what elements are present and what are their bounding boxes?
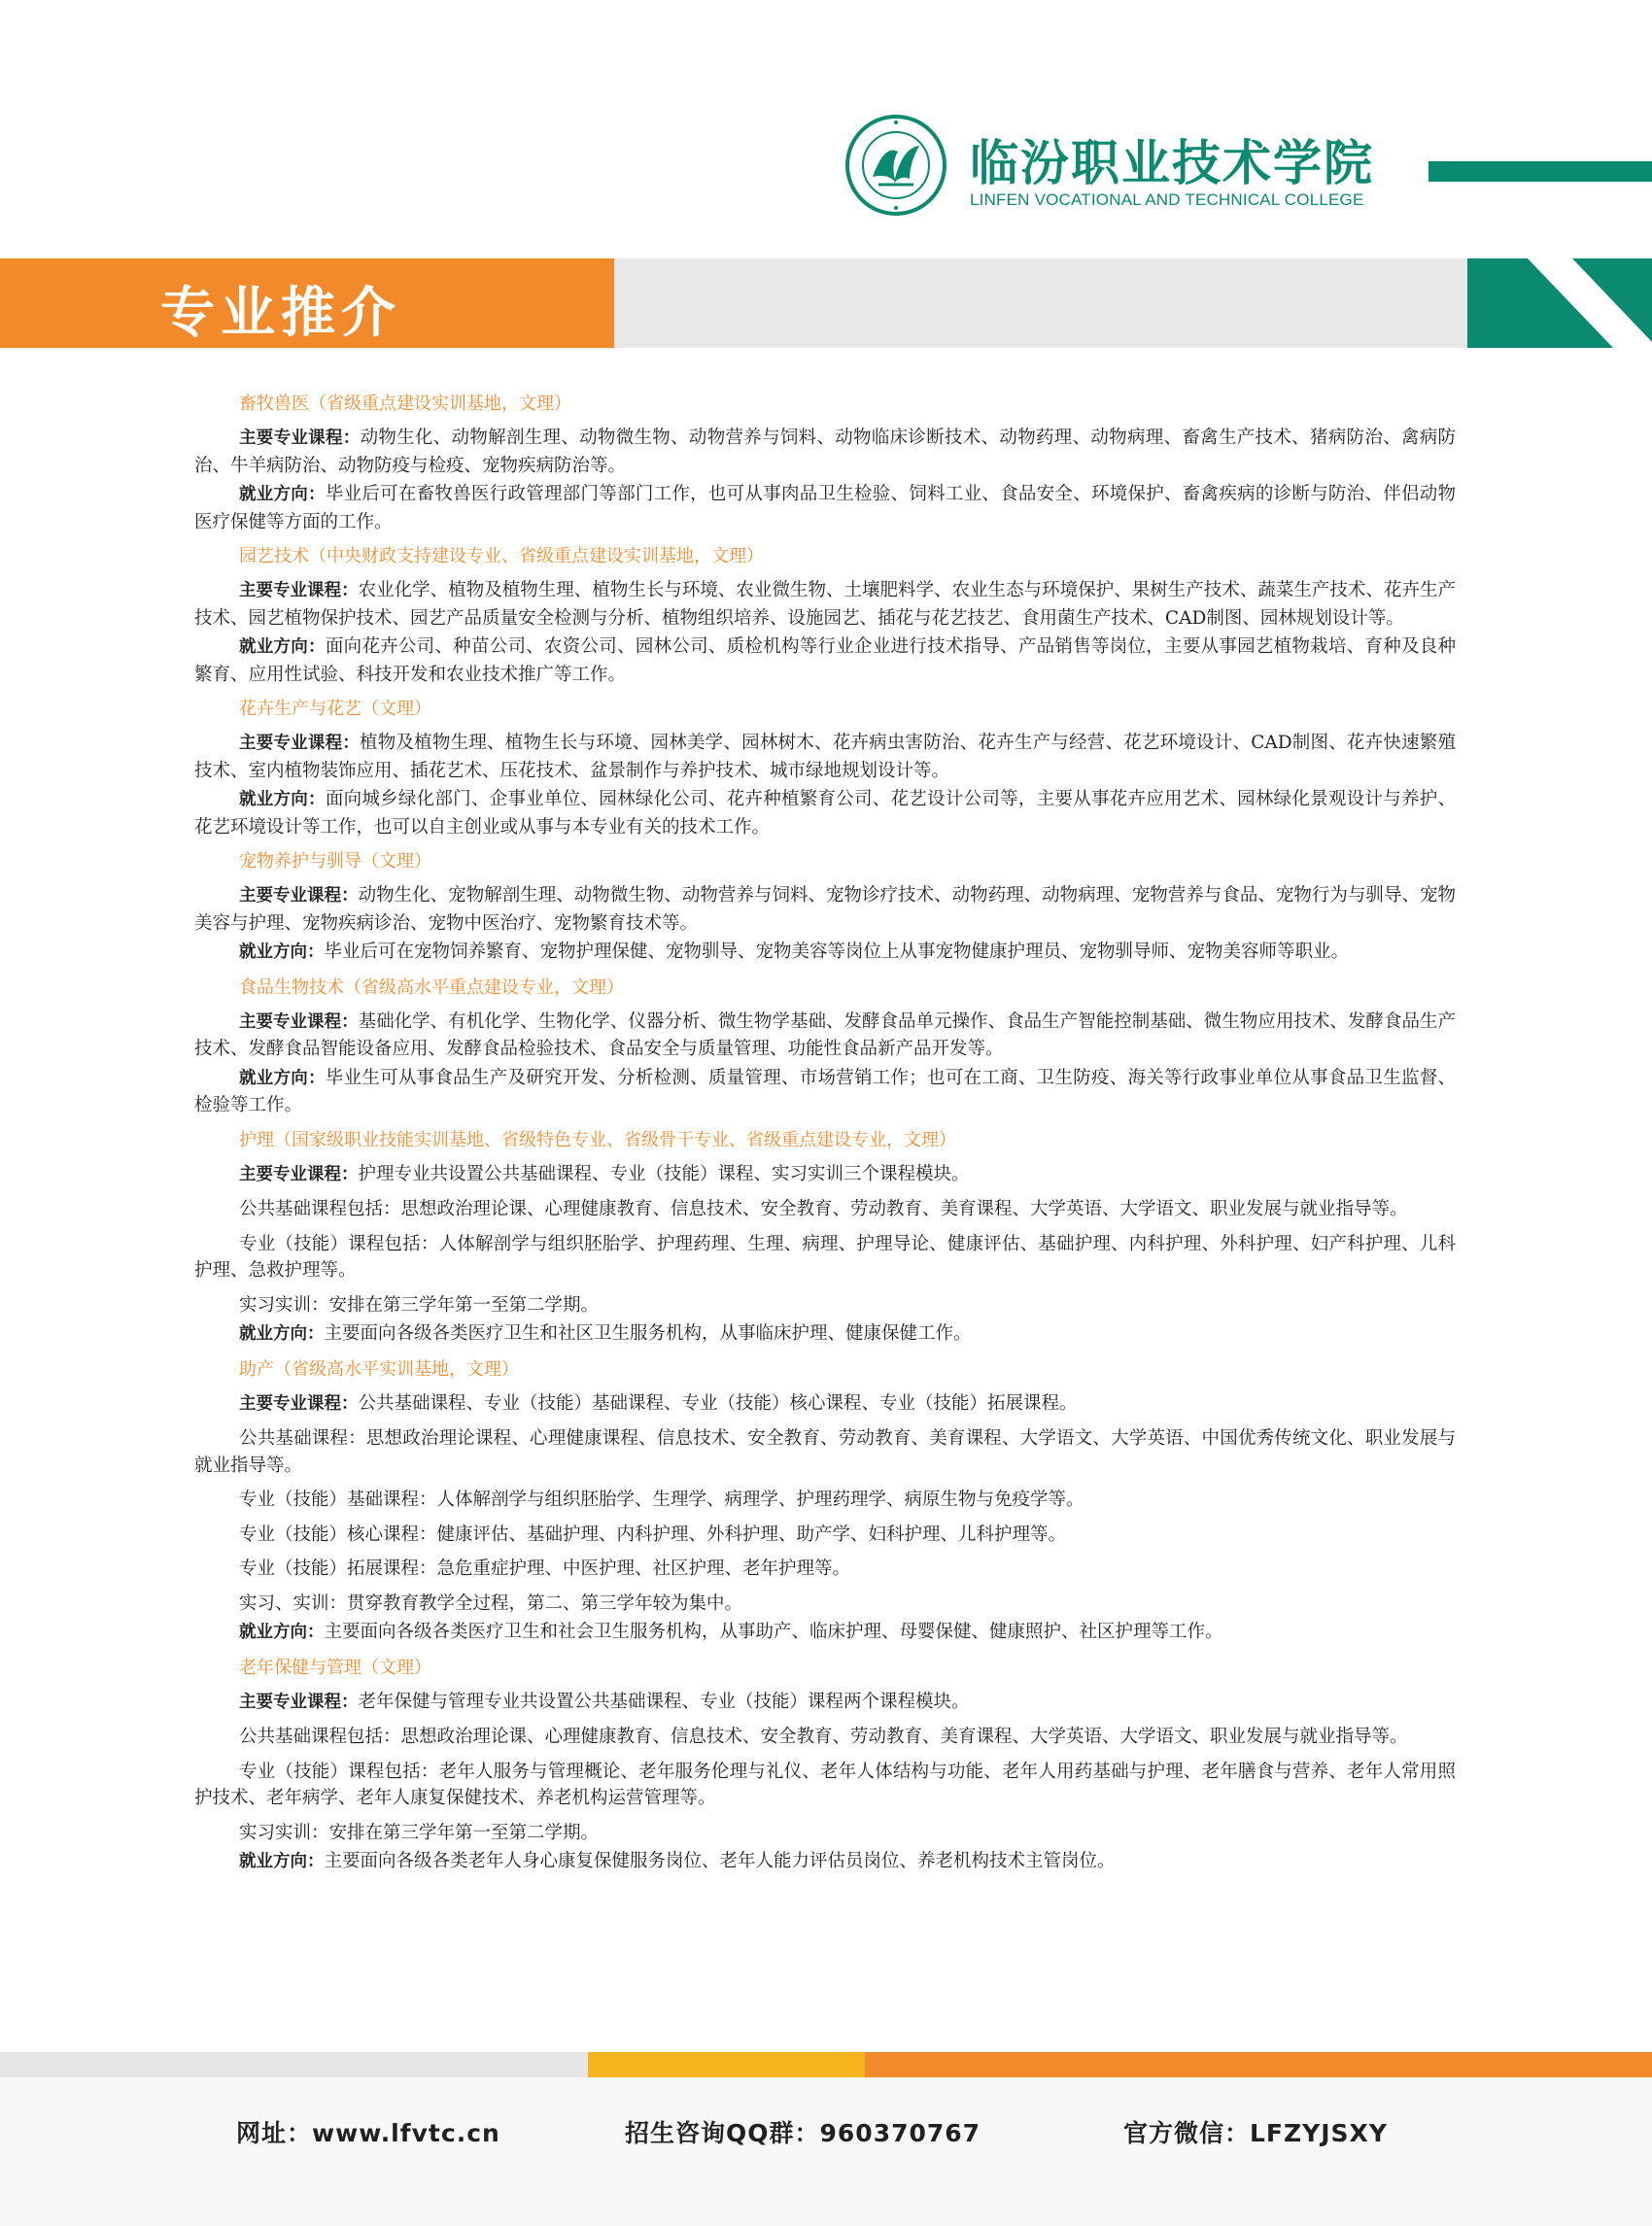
major-paragraph: [194, 1689, 1456, 1717]
paragraph-label: 主要专业课程：: [239, 1011, 359, 1032]
paragraph-label: 主要专业课程：: [239, 1393, 359, 1414]
paragraph-text: 专业（技能）基础课程：人体解剖学与组织胚胎学、生理学、病理学、护理药理学、病原生物与免疫学等。: [239, 1490, 1084, 1510]
paragraph-text: 动物生化、动物解剖生理、动物微生物、动物营养与饲料、动物临床诊断技术、动物药理、动物病理、畜禽生产技术、猪病防治、禽病防治、牛羊病防治、动物防疫与检疫、宠物疾病防治等。: [194, 428, 1457, 476]
major-paragraph: [194, 1759, 1456, 1812]
major-paragraph: [194, 1591, 1456, 1618]
major-paragraph: [194, 634, 1456, 688]
paragraph-text: 植物及植物生理、植物生长与环境、园林美学、园林树木、花卉病虫害防治、花卉生产与经营、花艺环境设计、CAD制图、花卉快速繁殖技术、室内植物装饰应用、插花艺术、压花技术、盆景制作与养护技术、城市绿地规划设计等。: [194, 733, 1457, 781]
college-name-en: LINFEN VOCATIONAL AND TECHNICAL COLLEGE: [970, 190, 1364, 209]
major-title: 助产（省级高水平实训基地，文理）: [239, 1358, 519, 1380]
major-section: [194, 976, 1456, 1119]
major-title: 护理（国家级职业技能实训基地、省级特色专业、省级骨干专业、省级重点建设专业，文理）: [239, 1129, 956, 1150]
major-paragraph: [194, 1065, 1456, 1119]
paragraph-label: 就业方向：: [239, 637, 326, 657]
paragraph-label: 就业方向：: [239, 485, 326, 504]
major-title: 花卉生产与花艺（文理）: [239, 699, 431, 719]
paragraph-text: 毕业后可在畜牧兽医行政管理部门等部门工作，也可从事肉品卫生检验、饲料工业、食品安全、环境保护、畜禽疾病的诊断与防治、伴侣动物医疗保健等方面的工作。: [194, 484, 1456, 532]
paragraph-text: 专业（技能）课程包括：老年人服务与管理概论、老年服务伦理与礼仪、老年人体结构与功能、老年人用药基础与护理、老年膳食与营养、老年人常用照护技术、老年病学、老年人康复保健技术、养老机构运营管理等。: [194, 1761, 1456, 1808]
paragraph-label: 主要专业课程：: [239, 1692, 359, 1712]
page-title: 专业推介: [160, 282, 401, 345]
paragraph-text: 主要面向各级各类老年人身心康复保健服务岗位、老年人能力评估员岗位、养老机构技术主管岗位。: [324, 1851, 1116, 1871]
paragraph-label: 主要专业课程：: [239, 1164, 359, 1184]
paragraph-text: 主要面向各级各类医疗卫生和社会卫生服务机构，从事助产、临床护理、母婴保健、健康照护、社区护理等工作。: [324, 1622, 1223, 1642]
major-paragraph: [194, 481, 1456, 535]
paragraph-label: 就业方向：: [239, 790, 326, 809]
major-paragraph: [194, 1556, 1456, 1583]
paragraph-label: 主要专业课程：: [239, 428, 361, 448]
footer-stripe: [0, 2052, 1652, 2077]
major-title: 宠物养护与驯导（文理）: [239, 851, 431, 872]
paragraph-text: 公共基础课程、专业（技能）基础课程、专业（技能）核心课程、专业（技能）拓展课程。: [358, 1392, 1078, 1414]
major-title: 食品生物技术（省级高水平重点建设专业，文理）: [239, 976, 624, 998]
major-paragraph: [194, 1196, 1456, 1223]
paragraph-text: 专业（技能）核心课程：健康评估、基础护理、内科护理、外科护理、助产学、妇科护理、儿科护理等。: [239, 1524, 1067, 1545]
major-paragraph: [194, 882, 1456, 937]
paragraph-text: 动物生化、宠物解剖生理、动物微生物、动物营养与饲料、宠物诊疗技术、动物药理、动物病理、宠物营养与食品、宠物行为与驯导、宠物美容与护理、宠物疾病诊治、宠物中医治疗、宠物繁育技术等。: [194, 885, 1456, 934]
major-paragraph: [194, 730, 1456, 784]
paragraph-text: 面向花卉公司、种苗公司、农资公司、园林公司、质检机构等行业企业进行技术指导、产品销售等岗位，主要从事园艺植物栽培、育种及良种繁育、应用性试验、科技开发和农业技术推广等工作。: [194, 636, 1456, 685]
paragraph-text: 基础化学、有机化学、生物化学、仪器分析、微生物学基础、发酵食品单元操作、食品生产智能控制基础、微生物应用技术、发酵食品生产技术、发酵食品智能设备应用、发酵食品检验技术、食品安全与质量管理、功能性食品新产品开发等。: [194, 1010, 1456, 1059]
paragraph-label: 主要专业课程：: [239, 581, 359, 600]
major-paragraph: [194, 425, 1456, 479]
major-paragraph: [194, 1292, 1456, 1319]
major-paragraph: [194, 1425, 1456, 1479]
major-section: [194, 393, 1456, 535]
footer-wechat: 官方微信：LFZYJSXY: [1123, 2119, 1388, 2147]
footer-qq-group: 招生咨询QQ群：960370767: [625, 2119, 981, 2147]
paragraph-text: 专业（技能）拓展课程：急危重症护理、中医护理、社区护理、老年护理等。: [239, 1558, 851, 1579]
major-title: 园艺技术（中央财政支持建设专业、省级重点建设实训基地，文理）: [239, 546, 764, 566]
major-title: 畜牧兽医（省级重点建设实训基地，文理）: [239, 394, 571, 414]
college-logo: [845, 115, 1652, 222]
major-paragraph: [194, 1161, 1456, 1189]
major-paragraph: [194, 1619, 1456, 1647]
paragraph-text: 实习实训：安排在第三学年第一至第二学期。: [239, 1822, 600, 1843]
major-paragraph: [194, 1724, 1456, 1751]
paragraph-text: 公共基础课程包括：思想政治理论课、心理健康教育、信息技术、安全教育、劳动教育、美育课程、大学英语、大学语文、职业发展与就业指导等。: [239, 1727, 1408, 1747]
paragraph-label: 就业方向：: [239, 1068, 326, 1088]
paragraph-label: 就业方向：: [239, 1623, 325, 1642]
college-name-cn: 临汾职业技术学院: [970, 135, 1374, 191]
paragraph-text: 护理专业共设置公共基础课程、专业（技能）课程、实习实训三个课程模块。: [358, 1163, 970, 1184]
paragraph-text: 主要面向各级各类医疗卫生和社区卫生服务机构，从事临床护理、健康保健工作。: [324, 1323, 972, 1344]
major-paragraph: [194, 786, 1456, 840]
paragraph-label: 主要专业课程：: [239, 734, 361, 753]
paragraph-label: 就业方向：: [239, 1852, 325, 1871]
footer: [0, 2077, 1652, 2226]
paragraph-text: 毕业后可在宠物饲养繁育、宠物护理保健、宠物驯导、宠物美容等岗位上从事宠物健康护理员、宠物驯导师、宠物美容师等职业。: [324, 942, 1350, 962]
major-section: [194, 1358, 1456, 1647]
major-section: [194, 545, 1456, 688]
paragraph-text: 专业（技能）课程包括：人体解剖学与组织胚胎学、护理药理、生理、病理、护理导论、健康评估、基础护理、内科护理、外科护理、妇产科护理、儿科护理、急救护理等。: [194, 1233, 1456, 1281]
major-section: [194, 850, 1456, 967]
major-paragraph: [194, 1009, 1456, 1063]
paragraph-text: 公共基础课程：思想政治理论课程、心理健康课程、信息技术、安全教育、劳动教育、美育课程、大学语文、大学英语、中国优秀传统文化、职业发展与就业指导等。: [194, 1428, 1456, 1476]
major-section: [194, 698, 1456, 840]
banner-green-slash-icon: [1467, 258, 1652, 348]
major-paragraph: [194, 1231, 1456, 1284]
paragraph-label: 就业方向：: [239, 1324, 325, 1344]
paragraph-text: 实习实训：安排在第三学年第一至第二学期。: [239, 1294, 600, 1316]
paragraph-text: 面向城乡绿化部门、企事业单位、园林绿化公司、花卉种植繁育公司、花艺设计公司等，主要从事花卉应用艺术、园林绿化景观设计与养护、花艺环境设计等工作，也可以自主创业或从事与本专业有关的技术工作。: [194, 789, 1456, 838]
footer-website: 网址：www.lfvtc.cn: [236, 2119, 500, 2147]
banner-grey-block: [614, 258, 1467, 348]
major-paragraph: [194, 1820, 1456, 1847]
title-banner: [0, 258, 1652, 348]
major-paragraph: [194, 577, 1456, 632]
paragraph-text: 实习、实训：贯穿教育教学全过程，第二、第三学年较为集中。: [239, 1592, 743, 1614]
major-paragraph: [194, 1522, 1456, 1549]
major-section: [194, 1129, 1456, 1349]
paragraph-text: 老年保健与管理专业共设置公共基础课程、专业（技能）课程两个课程模块。: [358, 1691, 970, 1712]
paragraph-text: 公共基础课程包括：思想政治理论课、心理健康教育、信息技术、安全教育、劳动教育、美育课程、大学英语、大学语文、职业发展与就业指导等。: [239, 1199, 1408, 1219]
major-paragraph: [194, 1487, 1456, 1514]
major-paragraph: [194, 1320, 1456, 1349]
major-paragraph: [194, 1848, 1456, 1876]
major-paragraph: [194, 1390, 1456, 1419]
paragraph-label: 就业方向：: [239, 942, 325, 962]
major-paragraph: [194, 939, 1456, 967]
paragraph-label: 主要专业课程：: [239, 886, 359, 906]
paragraph-text: 毕业生可从事食品生产及研究开发、分析检测、质量管理、市场营销工作；也可在工商、卫生防疫、海关等行政事业单位从事食品卫生监督、检验等工作。: [194, 1067, 1456, 1115]
major-section: [194, 1657, 1456, 1876]
college-seal-icon: [845, 115, 946, 216]
major-title: 老年保健与管理（文理）: [239, 1657, 431, 1678]
majors-list: [194, 393, 1456, 1878]
paragraph-text: 农业化学、植物及植物生理、植物生长与环境、农业微生物、土壤肥料学、农业生态与环境保护、果树生产技术、蔬菜生产技术、花卉生产技术、园艺植物保护技术、园艺产品质量安全检测与分析、植物组织培养、设施园艺、插花与花艺技艺、食用菌生产技术、CAD制图、园林规划设计等。: [194, 580, 1456, 629]
logo-accent-bar: [1428, 161, 1652, 182]
